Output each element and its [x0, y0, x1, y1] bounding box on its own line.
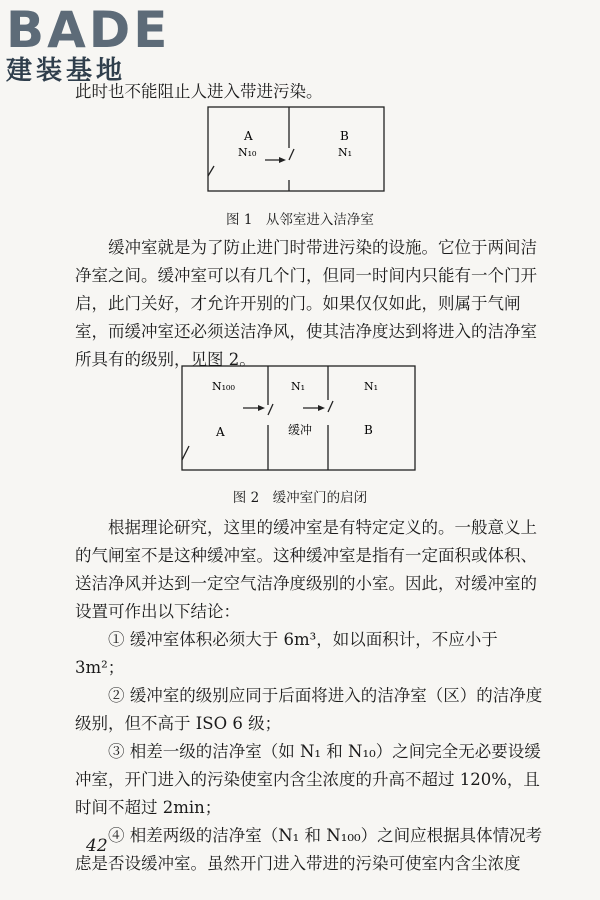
fig2-mid-room: 缓冲 — [288, 423, 313, 437]
fig2-mid-level: N₁ — [291, 380, 306, 393]
fig1-room-b: B — [340, 129, 349, 143]
paragraph-2-text: 根据理论研究，这里的缓冲室是有特定定义的。一般意义上的气闸室不是这种缓冲室。这种缓冲室是指有一定面积或体积、送洁净风并达到一定空气洁净度级别的小室。因此，对缓冲室的设置可作出以下结论： — [75, 518, 537, 621]
paragraph-1 — [75, 234, 545, 374]
fig2-door1 — [268, 404, 273, 415]
page-number: 42 — [86, 836, 108, 856]
fig2-door2 — [328, 401, 333, 412]
paragraph-2 — [75, 514, 545, 878]
fig1-entry-door — [208, 166, 214, 176]
top-line: 此时也不能阻止人进入带进污染。 — [75, 82, 323, 101]
paragraph-1-text: 缓冲室就是为了防止进门时带进污染的设施。它位于两间洁净室之间。缓冲室可以有几个门，但同一时间内只能有一个门开启，此门关好，才允许开别的门。如果仅仅如此，则属于气闸室，而缓冲室还必须送洁净风，使其洁净度达到将进入的洁净室所具有的级别，见图 2。 — [75, 238, 537, 369]
fig1-door — [289, 149, 294, 160]
fig2-arrow1-head — [258, 405, 265, 411]
fig2-left-room: A — [216, 425, 225, 439]
list-item-3: ③ 相差一级的洁净室（如 N₁ 和 N₁₀）之间完全无必要设缓冲室，开门进入的污染使室内含尘浓度的升高不超过 120%，且时间不超过 2min； — [75, 742, 541, 817]
fig1-room-a-level: N₁₀ — [238, 146, 257, 159]
list-item-1: ① 缓冲室体积必须大于 6m³，如以面积计，不应小于 3m²； — [75, 630, 498, 677]
logo-brand: BADE — [6, 1, 171, 59]
fig2-right-level: N₁ — [364, 380, 379, 393]
fig2-right-room: B — [364, 423, 373, 437]
fig2-entry-door — [182, 446, 189, 460]
fig1-arrow-head — [279, 157, 286, 163]
figure-1-caption: 图 1 从邻室进入洁净室 — [226, 212, 374, 228]
fig1-room-b-level: N₁ — [338, 146, 353, 159]
list-item-4: ④ 相差两级的洁净室（N₁ 和 N₁₀₀）之间应根据具体情况考虑是否设缓冲室。虽然开门进入带进的污染可使室内含尘浓度 — [75, 826, 543, 873]
figure-2-caption: 图 2 缓冲室门的启闭 — [232, 490, 368, 506]
fig2-arrow2-head — [318, 405, 325, 411]
fig1-room-a: A — [244, 129, 253, 143]
fig2-left-level: N₁₀₀ — [212, 380, 235, 393]
list-item-2: ② 缓冲室的级别应同于后面将进入的洁净室（区）的洁净度级别，但不高于 ISO 6 级； — [75, 686, 543, 733]
logo-subtitle: 建装基地 — [6, 56, 127, 86]
fig1-outline — [208, 107, 384, 191]
